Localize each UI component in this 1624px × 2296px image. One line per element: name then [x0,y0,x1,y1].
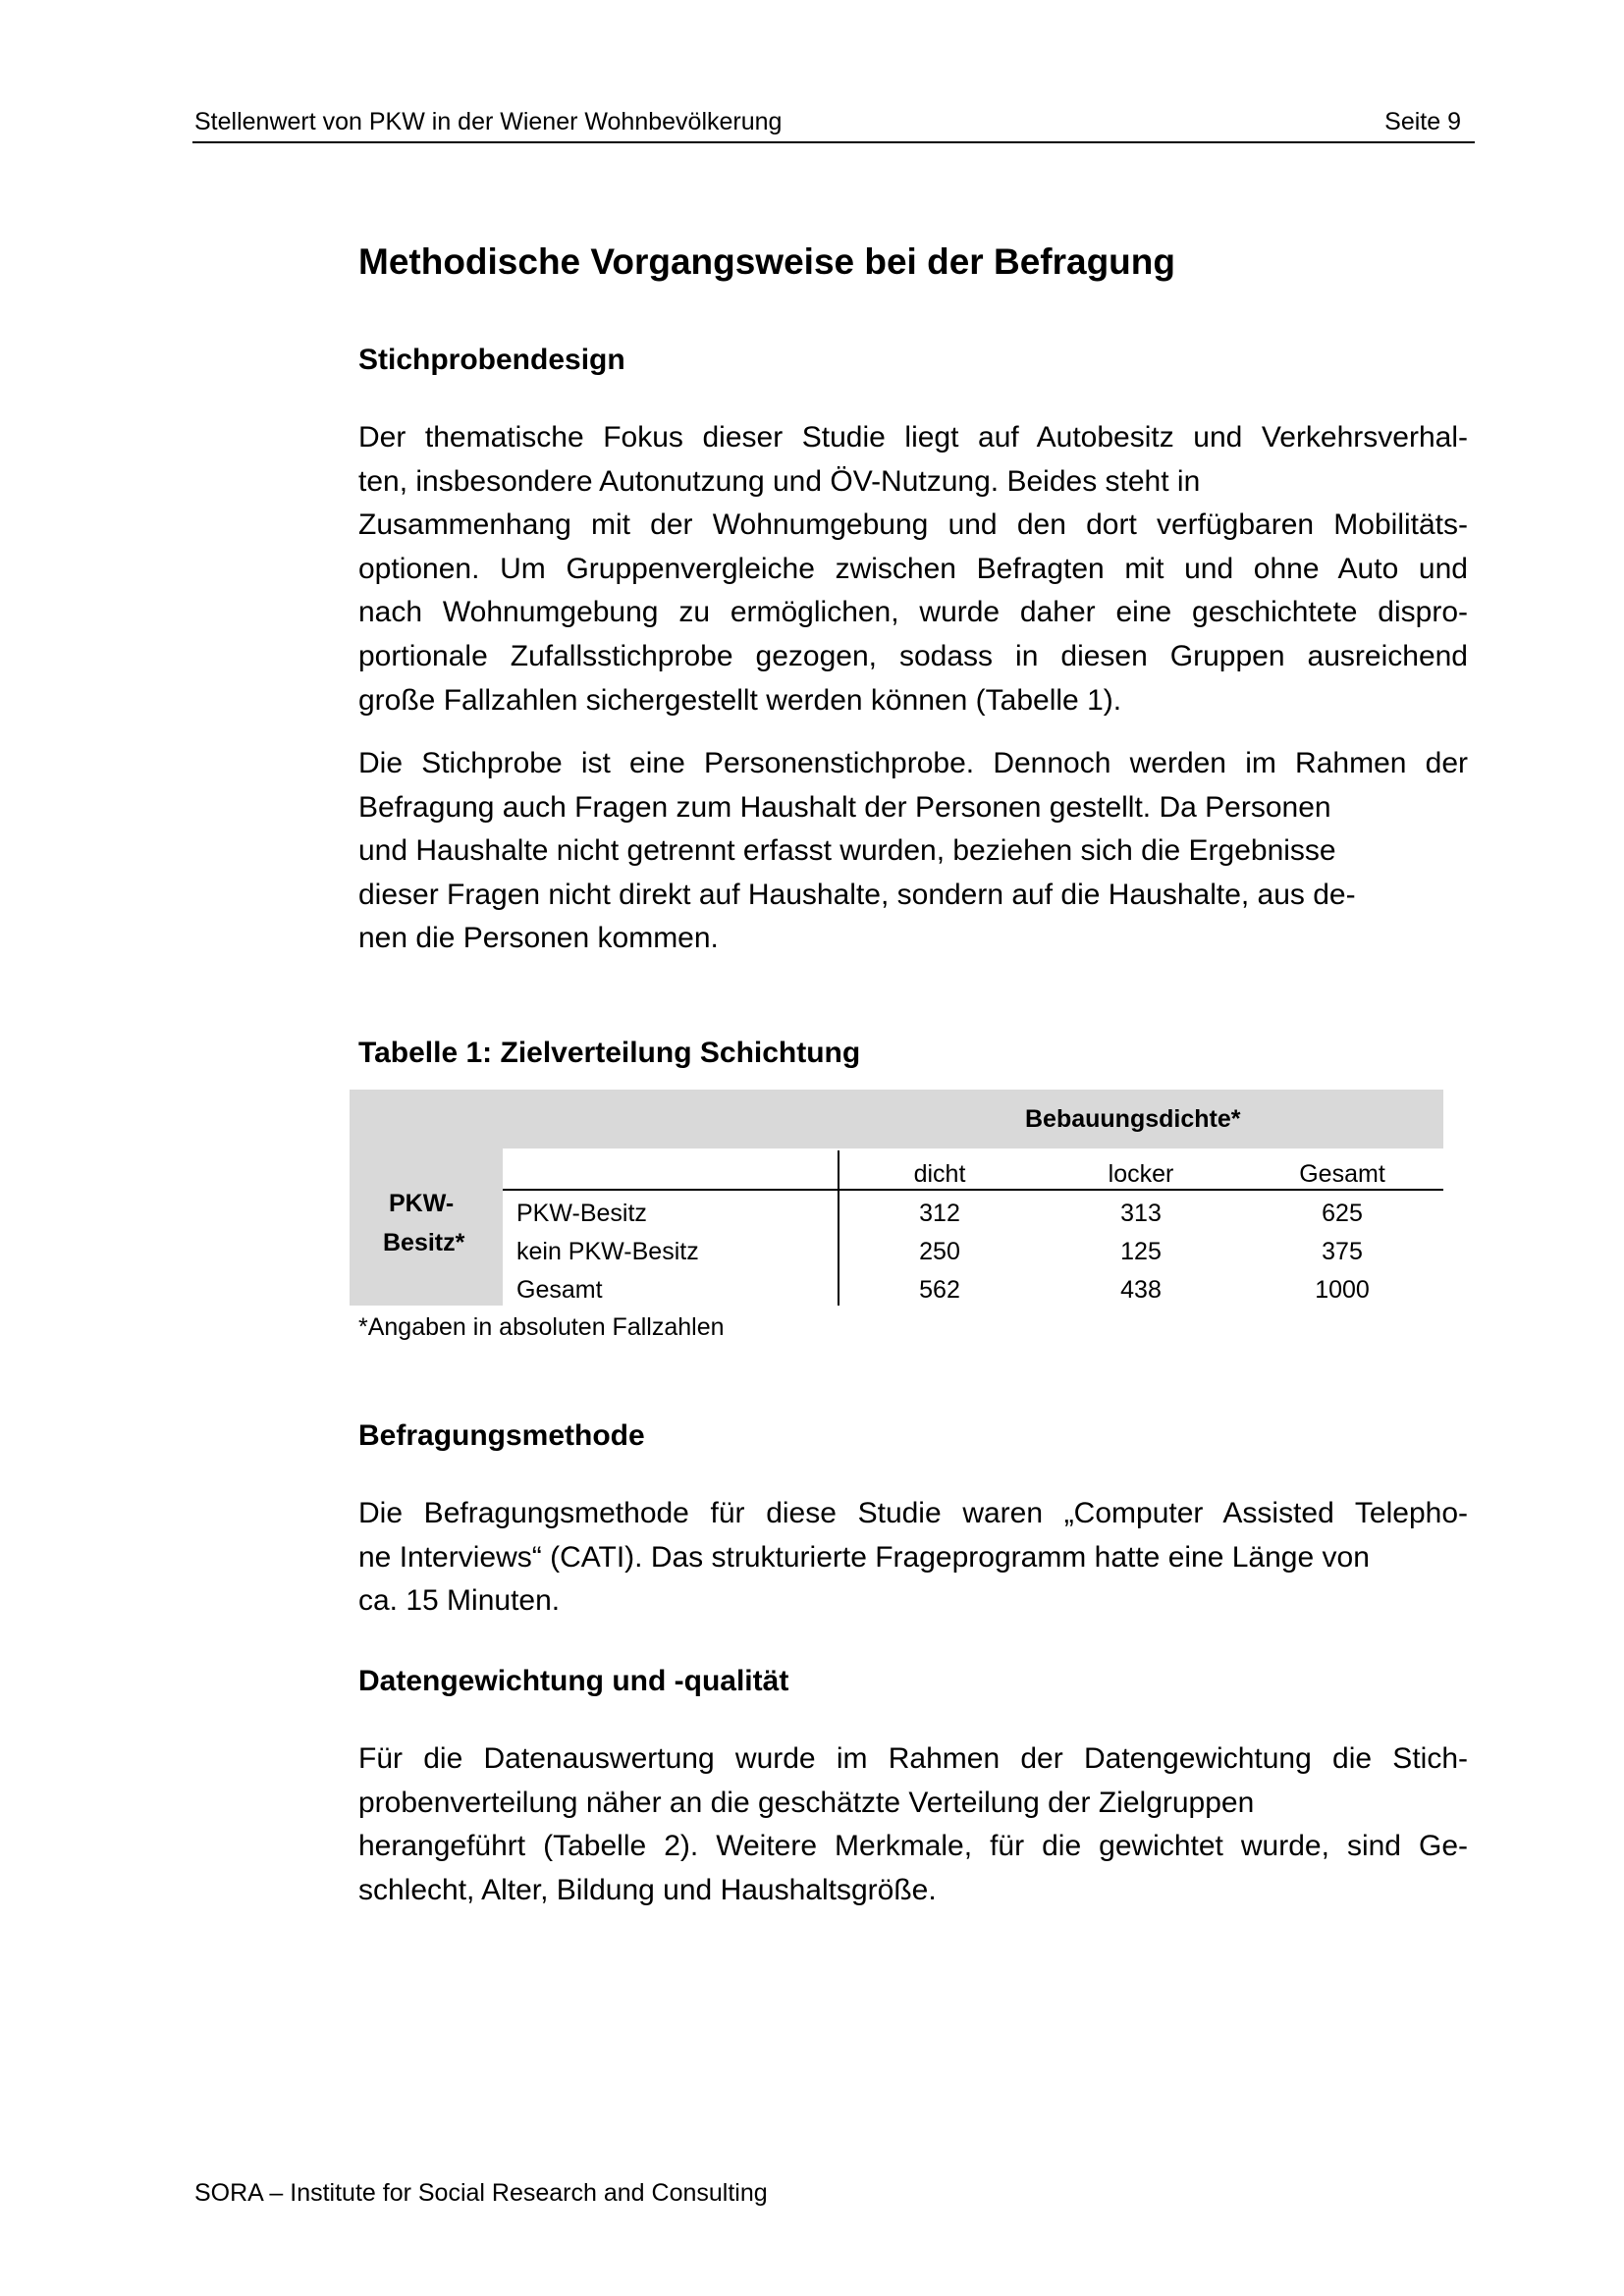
header-title: Stellenwert von PKW in der Wiener Wohnbevölkerung [194,108,783,135]
section-title-datengewichtung: Datengewichtung und -qualität [358,1665,789,1697]
table-header-rule [503,1189,1443,1191]
table-cell: 625 [1322,1200,1363,1227]
text-line: Der thematische Fokus dieser Studie liegt auf Autobesitz und Verkehrsverhal- [358,421,1468,454]
paragraph-befragungsmethode [358,1492,1468,1624]
page-number: Seite 9 [1384,108,1461,135]
page-heading: Methodische Vorgangsweise bei der Befragung [358,241,1175,282]
text-line: Für die Datenauswertung wurde im Rahmen der Datengewichtung die Stich- [358,1742,1468,1775]
text-line: Die Befragungsmethode für diese Studie waren „Computer Assisted Telepho- [358,1497,1468,1529]
table-cell: 312 [919,1200,960,1227]
table-cell: 438 [1120,1276,1162,1304]
text-line: und Haushalte nicht getrennt erfasst wurden, beziehen sich die Ergebnisse [358,834,1336,868]
text-line: portionale Zufallsstichprobe gezogen, sodass in diesen Gruppen ausreichend [358,639,1468,672]
paragraph-stichprobe-2 [358,742,1468,961]
table-title: Tabelle 1: Zielverteilung Schichtung [358,1037,861,1069]
table-column-header: dicht [913,1160,966,1188]
table-cell: 1000 [1315,1276,1370,1304]
table-header-shade [350,1090,1443,1148]
table-cell: 125 [1120,1238,1162,1265]
text-line: große Fallzahlen sichergestellt werden können (Tabelle 1). [358,683,1122,717]
table-column-header: Gesamt [1299,1160,1385,1188]
text-line: nach Wohnumgebung zu ermöglichen, wurde daher eine geschichtete dispro- [358,596,1468,629]
page-footer: SORA – Institute for Social Research and Consulting [194,2179,768,2207]
text-line: schlecht, Alter, Bildung und Haushaltsgröße. [358,1873,937,1906]
text-line: probenverteilung näher an die geschätzte Verteilung der Zielgruppen [358,1786,1255,1819]
table-cell: 375 [1322,1238,1363,1265]
table-note: *Angaben in absoluten Fallzahlen [358,1313,725,1341]
table-group-header: Bebauungsdichte* [1025,1105,1241,1133]
table-rowgroup-label-line2: Besitz* [383,1229,465,1256]
text-line: ne Interviews“ (CATI). Das strukturierte Frageprogramm hatte eine Länge von [358,1540,1370,1574]
table-rowgroup-label-line1: PKW- [389,1190,455,1217]
table-cell: 313 [1120,1200,1162,1227]
text-line: herangeführt (Tabelle 2). Weitere Merkmale, für die gewichtet wurde, sind Ge- [358,1830,1468,1863]
table-zielverteilung [350,1090,1443,1306]
text-line: ten, insbesondere Autonutzung und ÖV-Nutzung. Beides steht in [358,464,1201,498]
text-line: dieser Fragen nicht direkt auf Haushalte, sondern auf die Haushalte, aus de- [358,878,1356,911]
table-column-rule [838,1150,839,1306]
text-line: nen die Personen kommen. [358,922,719,955]
section-title-befragungsmethode: Befragungsmethode [358,1419,645,1452]
text-line: optionen. Um Gruppenvergleiche zwischen Befragten mit und ohne Auto und [358,552,1468,585]
table-row-label: PKW-Besitz [516,1200,647,1227]
text-line: Befragung auch Fragen zum Haushalt der Personen gestellt. Da Personen [358,790,1331,824]
table-cell: 250 [919,1238,960,1265]
table-cell: 562 [919,1276,960,1304]
table-row-label: Gesamt [516,1276,603,1304]
paragraph-stichprobe-1 [358,416,1468,722]
text-line: Zusammenhang mit der Wohnumgebung und den dort verfügbaren Mobilitäts- [358,508,1468,542]
text-line: Die Stichprobe ist eine Personenstichprobe. Dennoch werden im Rahmen der [358,747,1468,779]
table-row-label: kein PKW-Besitz [516,1238,699,1265]
table-rowgroup-shade [350,1148,503,1306]
page-header [192,102,1475,143]
paragraph-datengewichtung [358,1737,1468,1912]
section-title-stichprobendesign: Stichprobendesign [358,344,625,376]
text-line: ca. 15 Minuten. [358,1584,561,1618]
table-column-header: locker [1108,1160,1174,1188]
